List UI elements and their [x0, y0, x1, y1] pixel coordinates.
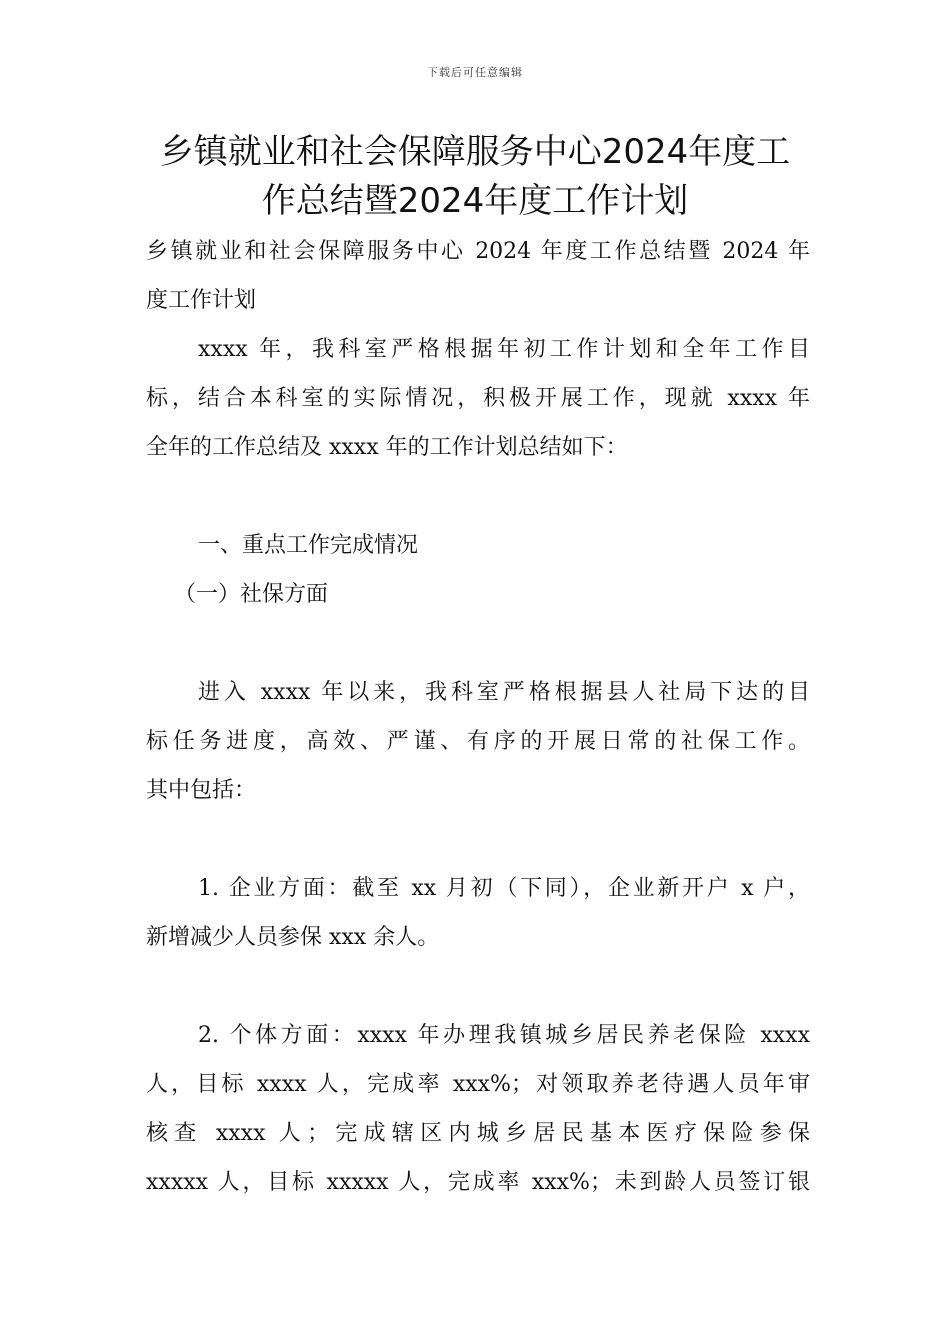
paragraph-gap: [146, 472, 810, 521]
subtitle-line: 度工作计划: [146, 288, 257, 313]
header-note: 下载后可任意编辑: [427, 66, 523, 79]
paragraph-line: 进入 xxxx 年以来，我科室严格根据县人社局下达的目: [198, 680, 810, 705]
document-title: [120, 128, 830, 226]
list-item-line: 新增减少人员参保 xxx 余人。: [146, 925, 440, 950]
intro-line: xxxx 年，我科室严格根据年初工作计划和全年工作目: [198, 337, 810, 362]
list-item-line: xxxxx 人，目标 xxxxx 人，完成率 xxx%；未到龄人员签订银: [146, 1170, 810, 1195]
paragraph-gap: [146, 619, 810, 668]
document-body: [146, 227, 810, 1207]
paragraph-gap: [146, 962, 810, 1011]
list-item-line: 2. 个体方面：xxxx 年办理我镇城乡居民养老保险 xxxx: [198, 1023, 810, 1048]
section-heading: 一、重点工作完成情况: [198, 533, 419, 558]
subsection-heading: （一）社保方面: [174, 582, 329, 607]
paragraph-line: 其中包括：: [146, 778, 257, 803]
list-item-line: 1. 企业方面：截至 xx 月初（下同），企业新开户 x 户，: [198, 876, 810, 901]
intro-line: 全年的工作总结及 xxxx 年的工作计划总结如下：: [146, 435, 628, 460]
paragraph-line: 标任务进度，高效、严谨、有序的开展日常的社保工作。: [146, 729, 810, 754]
intro-line: 标，结合本科室的实际情况，积极开展工作，现就 xxxx 年: [146, 386, 810, 411]
title-line: 作总结暨2024年度工作计划: [261, 181, 689, 221]
list-item-line: 人，目标 xxxx 人，完成率 xxx%；对领取养老待遇人员年审: [146, 1072, 810, 1097]
title-line: 乡镇就业和社会保障服务中心2024年度工: [159, 132, 791, 172]
list-item-line: 核查 xxxx 人；完成辖区内城乡居民基本医疗保险参保: [146, 1121, 810, 1146]
paragraph-gap: [146, 815, 810, 864]
subtitle-line: 乡镇就业和社会保障服务中心 2024 年度工作总结暨 2024 年: [146, 239, 810, 264]
